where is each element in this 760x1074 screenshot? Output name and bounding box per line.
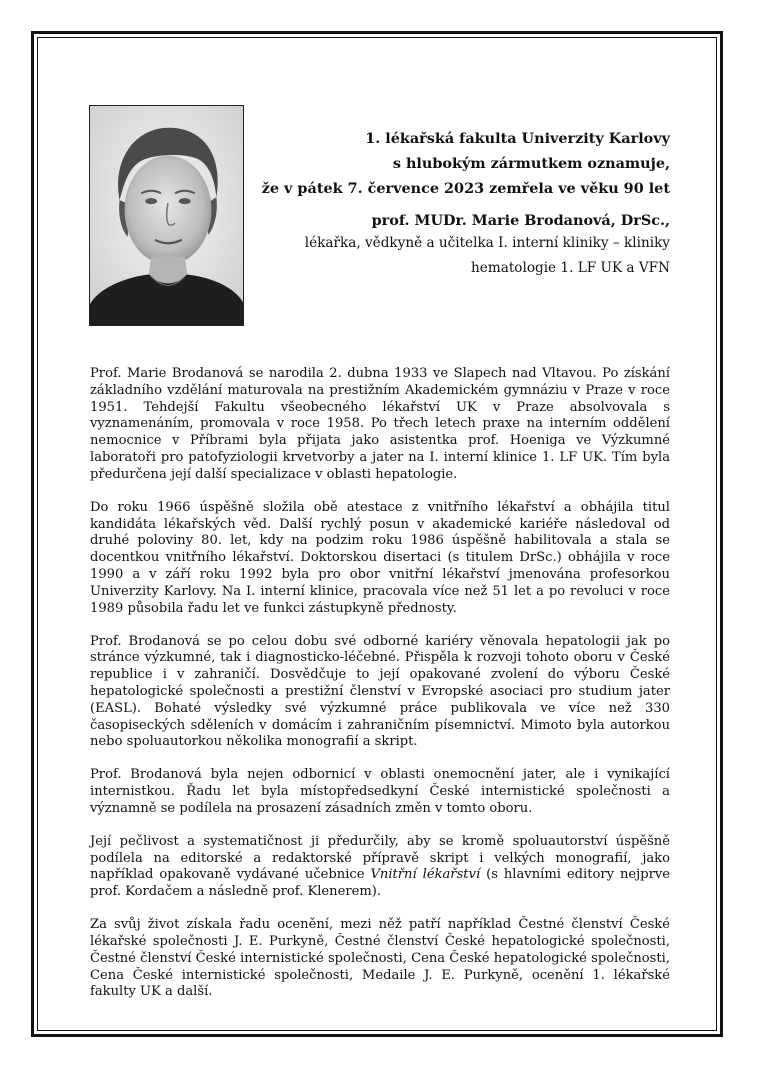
book-title: Vnitřní lékařství xyxy=(370,867,481,883)
role-description-line2: hematologie 1. LF UK a VFN xyxy=(471,260,670,276)
paragraph-hepatology: Prof. Brodanová se po celou dobu své odborné kariéry věnovala hepatologii jak po stránce výzkumné, tak i diagnosticko-léčebné. Přispěla k rozvoji tohoto oboru v České republice i v zahraničí. Dosvědčuje to její opakované zvolení do výboru České hepatologické společnosti a prestižní členství v Evropské asociaci pro studium jater (EASL). Bohaté výsledky své výzkumné práce publikovala ve více než 330 časopiseckých sděleních v domácím i zahraničním písemnictví. Mimoto byla autorkou nebo spoluautorkou několika monografií a skript. xyxy=(90,633,670,750)
death-date-line: že v pátek 7. července 2023 zemřela ve věku 90 let xyxy=(261,180,670,197)
faculty-line: 1. lékařská fakulta Univerzity Karlovy xyxy=(365,130,670,147)
paragraph-awards: Za svůj život získala řadu ocenění, mezi něž patří například Čestné členství České lékařské společnosti J. E. Purkyně, Čestné členství České hepatologické společnosti, Čestné členství České internistické společnosti, Cena České hepatologické společnosti, Cena České internistické společnosti, Medaile J. E. Purkyně, ocenění 1. lékařské fakulty UK a další. xyxy=(90,917,670,1000)
paragraph-internist: Prof. Brodanová byla nejen odbornicí v oblasti onemocnění jater, ale i vynikající internistkou. Řadu let byla místopředsedkyní České internistické společnosti a významně se podílela na prosazení zásadních změn v tomto oboru. xyxy=(90,767,670,816)
paragraph-editorial xyxy=(90,834,670,901)
deceased-name: prof. MUDr. Marie Brodanová, DrSc., xyxy=(371,212,670,229)
announcement-line: s hlubokým zármutkem oznamuje, xyxy=(392,155,670,172)
editorial-text-end: (s hlavními editory nejprve prof. Kordačem a následně prof. Klenerem). xyxy=(90,867,670,900)
portrait-photo xyxy=(89,105,244,326)
obituary-body xyxy=(90,366,670,1017)
editorial-text-start: Její pečlivost a systematičnost ji předurčily, aby se kromě spoluautorství úspěšně podílela na editorské a redaktorské přípravě skript i velkých monografií, jako například opakovaně vydávané učebnice xyxy=(90,833,670,883)
paragraph-biography: Prof. Marie Brodanová se narodila 2. dubna 1933 ve Slapech nad Vltavou. Po získání základního vzdělání maturovala na prestižním Akademickém gymnáziu v Praze v roce 1951. Tehdejší Fakultu všeobecného lékařství UK v Praze absolvovala s vyznamenáním, promovala v roce 1958. Po třech letech praxe na interním oddělení nemocnice v Příbrami byla přijata jako asistentka prof. Hoeniga ve Výzkumné laboratoři pro patofyziologii krvetvorby a jater na I. interní klinice 1. LF UK. Tím byla předurčena její další specializace v oblasti hepatologie. xyxy=(90,366,670,482)
paragraph-career: Do roku 1966 úspěšně složila obě atestace z vnitřního lékařství a obhájila titul kandidáta lékařských věd. Další rychlý posun v akademické kariéře následoval od druhé poloviny 80. let, kdy na podzim roku 1986 úspěšně habilitovala a stala se docentkou vnitřního lékařství. Doktorskou disertaci (s titulem DrSc.) obhájila v roce 1990 a v září roku 1992 byla pro obor vnitřní lékařství jmenována profesorkou Univerzity Karlovy. Na I. interní klinice, pracovala více než 51 let a po revoluci v roce 1989 působila řadu let ve funkci zástupkyně přednosty. xyxy=(90,499,670,616)
role-description-line1: lékařka, vědkyně a učitelka I. interní kliniky – kliniky xyxy=(304,235,670,251)
announcement-header xyxy=(260,126,670,281)
